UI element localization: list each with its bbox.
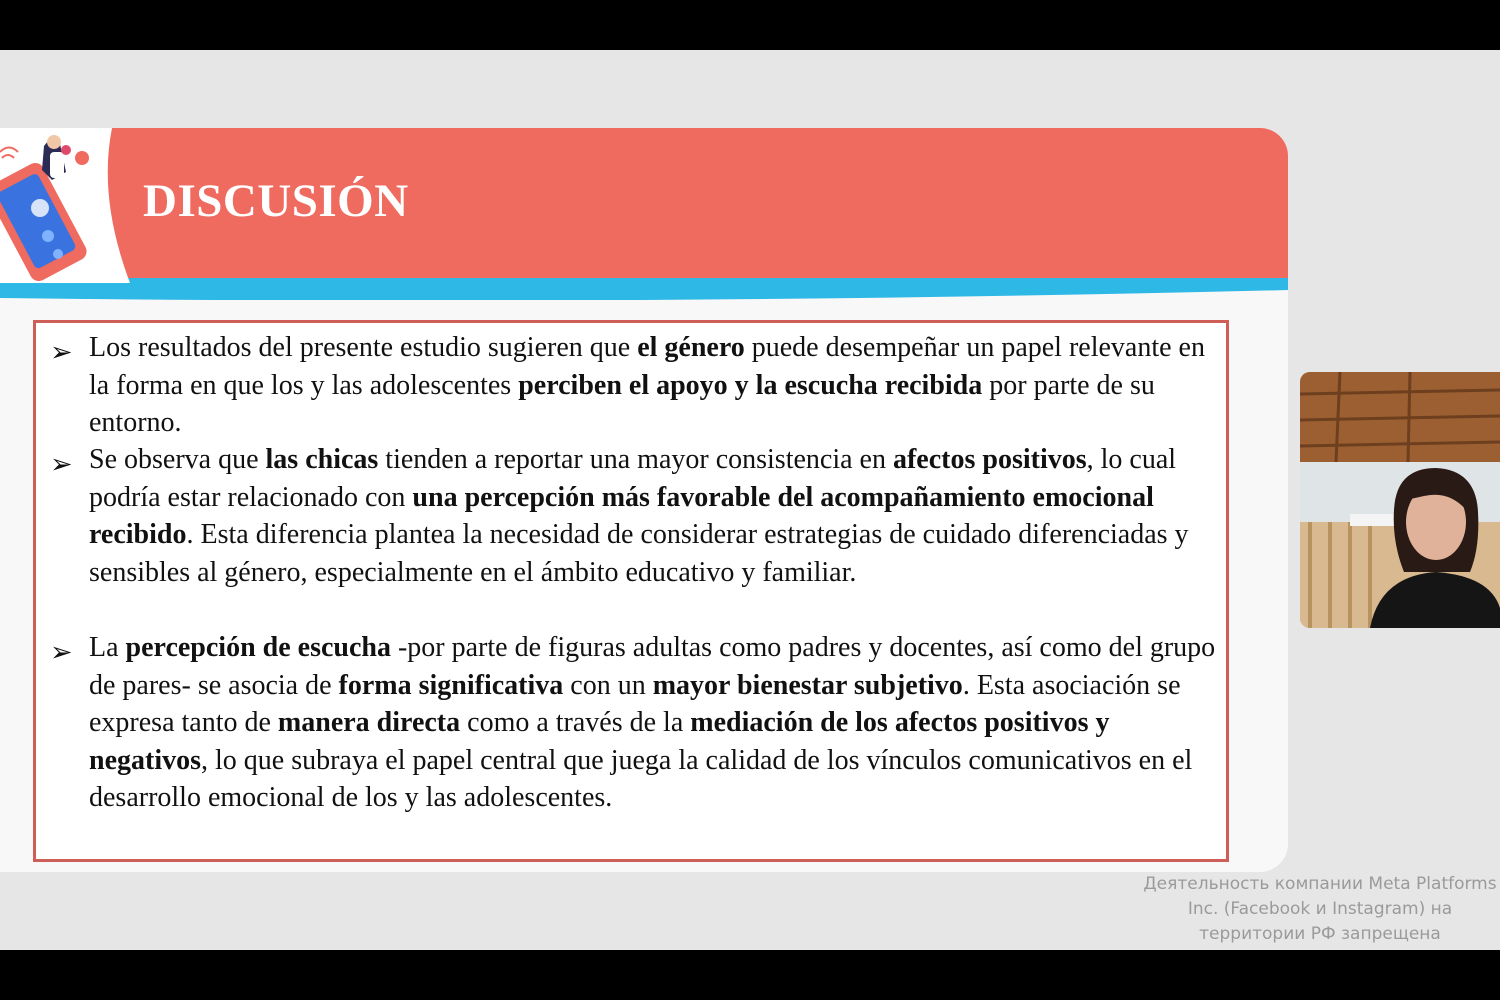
arrow-bullet-icon: ➢	[50, 449, 73, 480]
text-segment: Se observa que	[89, 444, 266, 475]
arrow-bullet-icon: ➢	[50, 637, 73, 668]
watermark-notice	[1140, 872, 1500, 947]
text-segment: , lo cual podría estar relacionado con	[89, 444, 1177, 513]
bold-text-segment: las chicas	[265, 444, 379, 475]
text-segment: como a través de la	[460, 707, 691, 739]
bold-text-segment: afectos positivos	[892, 444, 1087, 475]
text-segment: . Esta asociación se expresa tanto de	[89, 669, 1181, 739]
text-segment: con un	[563, 669, 653, 701]
text-segment: La	[89, 632, 126, 663]
webcam-video-tile[interactable]	[1300, 372, 1500, 628]
text-segment: tienden a reportar una mayor consistencia en	[378, 444, 893, 475]
watermark-line: Inc. (Facebook и Instagram) на	[1187, 899, 1453, 919]
text-segment: puede desempeñar un papel relevante en la forma en que los y las adolescentes	[89, 332, 1205, 401]
text-segment: . Esta diferencia plantea la necesidad de considerar estrategias de cuidado diferenciadas y sensibles al género, especialmente en el ámbito educativo y familiar.	[89, 519, 1189, 588]
arrow-bullet-icon: ➢	[50, 337, 73, 368]
slide-title: DISCUSIÓN	[143, 175, 409, 227]
text-segment: Los resultados del presente estudio sugieren que	[89, 332, 638, 363]
text-segment: -por parte de figuras adultas como padres y docentes, así como del grupo de pares- se asocia de	[89, 632, 1216, 701]
bold-text-segment: manera directa	[277, 707, 461, 739]
bold-text-segment: forma significativa	[338, 669, 564, 701]
discussion-content-box	[33, 320, 1229, 862]
bold-text-segment: mediación de los afectos positivos y negativos	[89, 707, 1110, 776]
bold-text-segment: mayor bienestar subjetivo	[652, 669, 963, 701]
bold-text-segment: percepción de escucha	[125, 632, 391, 663]
bullet-paragraph	[89, 441, 1221, 591]
presentation-stage	[0, 50, 1500, 950]
bold-text-segment: perciben el apoyo y la escucha recibida	[518, 369, 983, 401]
webcam-feed-image	[1300, 372, 1500, 628]
slide	[0, 128, 1288, 872]
watermark-line: территории РФ запрещена	[1199, 924, 1441, 944]
text-segment: por parte de su entorno.	[89, 369, 1155, 439]
text-segment: , lo que subraya el papel central que juega la calidad de los vínculos comunicativos en el desarrollo emocional de los y las adolescentes.	[89, 744, 1193, 814]
bold-text-segment: el género	[637, 332, 745, 363]
bold-text-segment: una percepción más favorable del acompañamiento emocional recibido	[89, 481, 1154, 551]
bullet-paragraph	[89, 629, 1221, 817]
phone-illustration-icon	[0, 128, 140, 283]
bullet-paragraph	[89, 329, 1221, 442]
watermark-line: Деятельность компании Meta Platforms	[1143, 874, 1497, 894]
